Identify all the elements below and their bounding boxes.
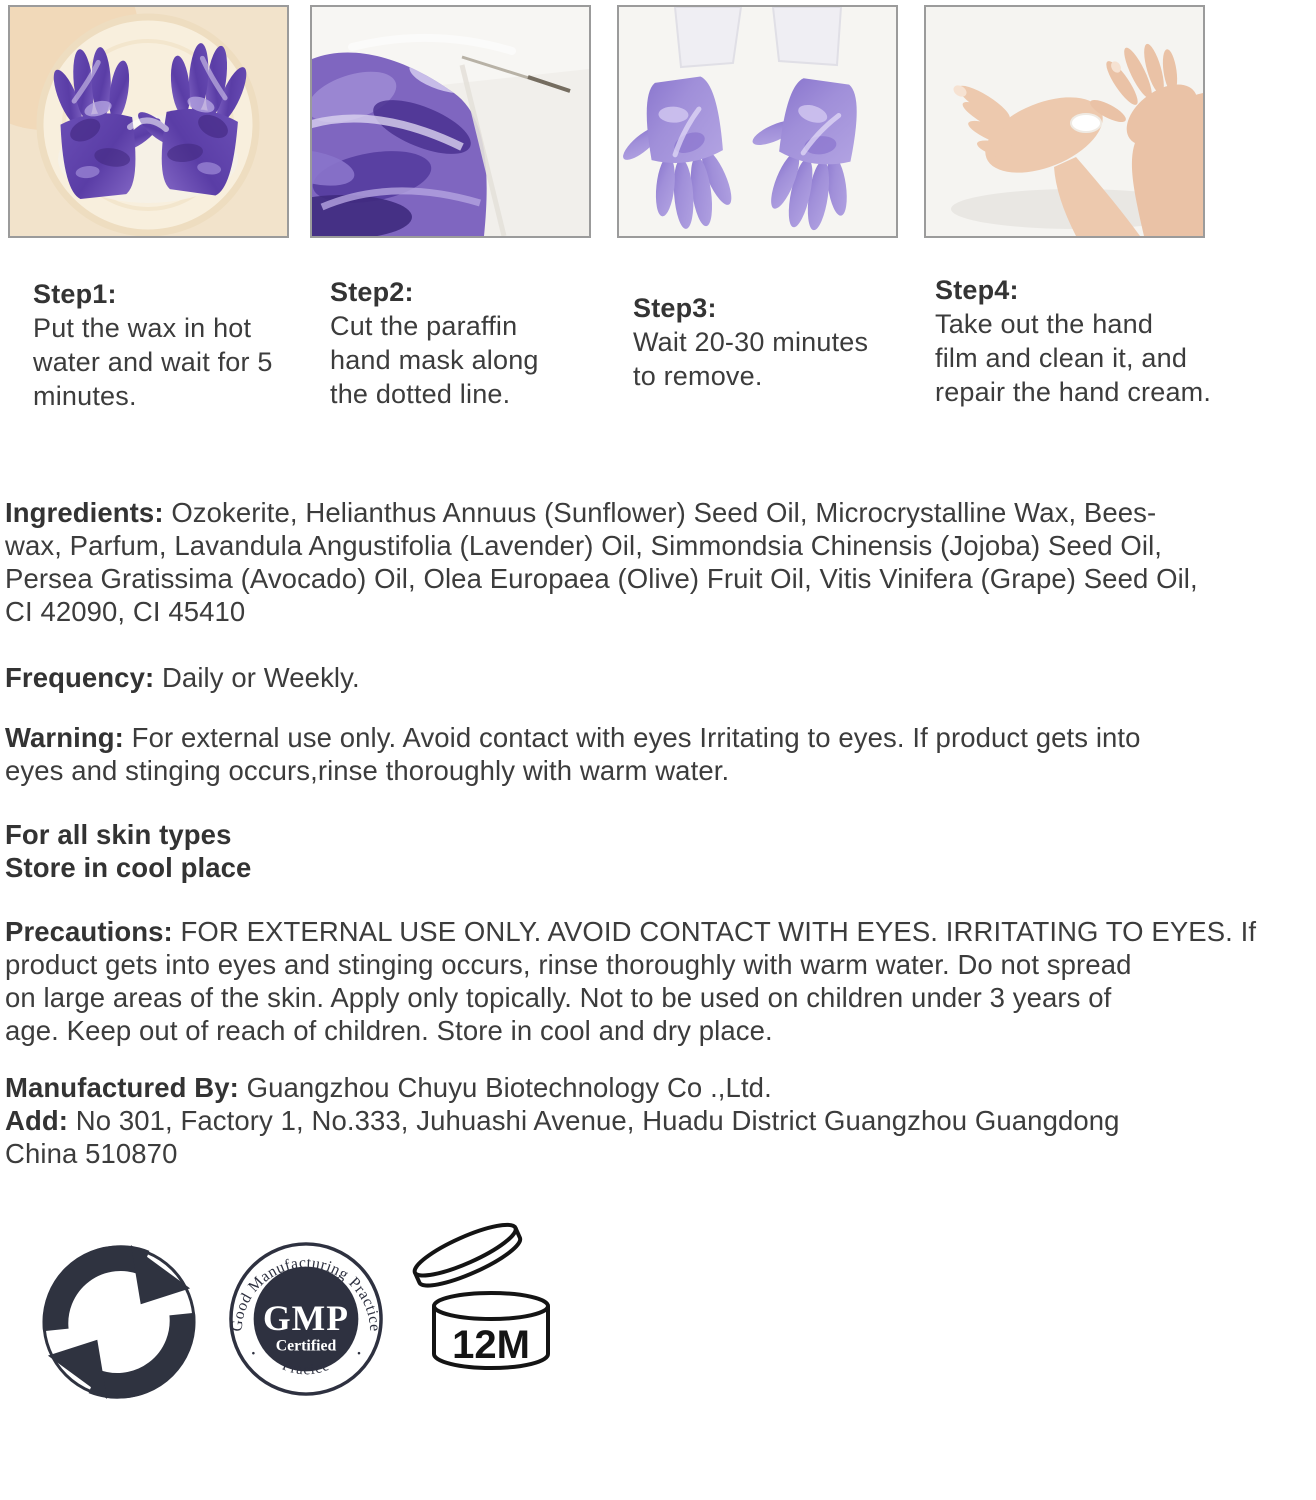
skin-type-note: For all skin types Store in cool place	[5, 819, 252, 883]
period-after-opening-jar-icon	[396, 1214, 566, 1380]
gloved-hands-illustration	[619, 7, 896, 236]
step2-title: Step2:	[330, 277, 414, 307]
step3-title: Step3:	[633, 293, 717, 323]
gmp-center-text: GMP	[263, 1297, 349, 1338]
frequency-paragraph: Frequency: Daily or Weekly.	[5, 662, 360, 693]
step4-title: Step4:	[935, 275, 1019, 305]
step3-photo	[617, 5, 898, 238]
step3-instructions	[633, 291, 868, 393]
gmp-arc-bottom-text: Pracice	[279, 1357, 333, 1379]
apply-cream-hands-illustration	[926, 7, 1203, 236]
gmp-certified-text: Certified	[275, 1337, 337, 1355]
step2-photo	[310, 5, 591, 238]
gmp-right-dot: ·	[355, 1341, 363, 1366]
pao-12m-text: 12M	[452, 1323, 530, 1367]
step4-text: Take out the hand film and clean it, and repair the hand cream.	[935, 309, 1212, 407]
step3-text: Wait 20-30 minutes to remove.	[633, 327, 869, 391]
step4-photo	[924, 5, 1205, 238]
ingredients-label: Ingredients:	[5, 497, 164, 528]
wax-gloves-in-bowl-illustration	[10, 7, 287, 236]
ingredients-paragraph: Ingredients: Ozokerite, Helianthus Annuus (Sunflower) Seed Oil, Microcrystalline Wax, Bees- wax, Parfum, Lavandula Angustifolia (Lavender) Oil, Simmondsia Chinensis (Jojoba) Seed Oil, Persea Gratissima (Avocado) Oil, Olea Europaea (Olive) Fruit Oil, Vitis Vinifera (Grape) Seed Oil, CI 42090, CI 45410	[5, 497, 1198, 627]
warning-label: Warning:	[5, 722, 124, 753]
precautions-paragraph: Precautions: FOR EXTERNAL USE ONLY. AVOID CONTACT WITH EYES. IRRITATING TO EYES. If product gets into eyes and stinging occurs, rinse thoroughly with warm water. Do not spread on large areas of the skin. Apply only topically. Not to be used on children under 3 years of age. Keep out of reach of children. Store in cool and dry place.	[5, 916, 1257, 1046]
step2-instructions	[330, 275, 539, 411]
gmp-left-dot: ·	[249, 1341, 257, 1366]
green-dot-recycling-icon	[40, 1243, 198, 1401]
gmp-arc-top-text: Good Manufacturing Practice	[228, 1254, 384, 1333]
manufactured-by-label: Manufactured By:	[5, 1072, 239, 1103]
step1-text: Put the wax in hot water and wait for 5 minutes.	[33, 313, 273, 411]
step1-instructions	[33, 277, 273, 413]
address-label: Add:	[5, 1105, 69, 1136]
manufacturer-paragraph: Manufactured By: Guangzhou Chuyu Biotechnology Co .,Ltd. Add: No 301, Factory 1, No.333, Juhuashi Avenue, Huadu District Guangzhou Guangdong China 510870	[5, 1072, 1120, 1169]
gmp-certified-badge-icon	[227, 1240, 385, 1398]
step1-photo	[8, 5, 289, 238]
step2-text: Cut the paraffin hand mask along the dotted line.	[330, 311, 539, 409]
frequency-label: Frequency:	[5, 662, 155, 693]
precautions-label: Precautions:	[5, 916, 173, 947]
warning-paragraph: Warning: For external use only. Avoid contact with eyes Irritating to eyes. If product gets into eyes and stinging occurs,rinse thoroughly with warm water.	[5, 722, 1141, 786]
step4-instructions	[935, 273, 1211, 409]
cut-mask-bag-illustration	[312, 7, 589, 236]
step1-title: Step1:	[33, 279, 117, 309]
